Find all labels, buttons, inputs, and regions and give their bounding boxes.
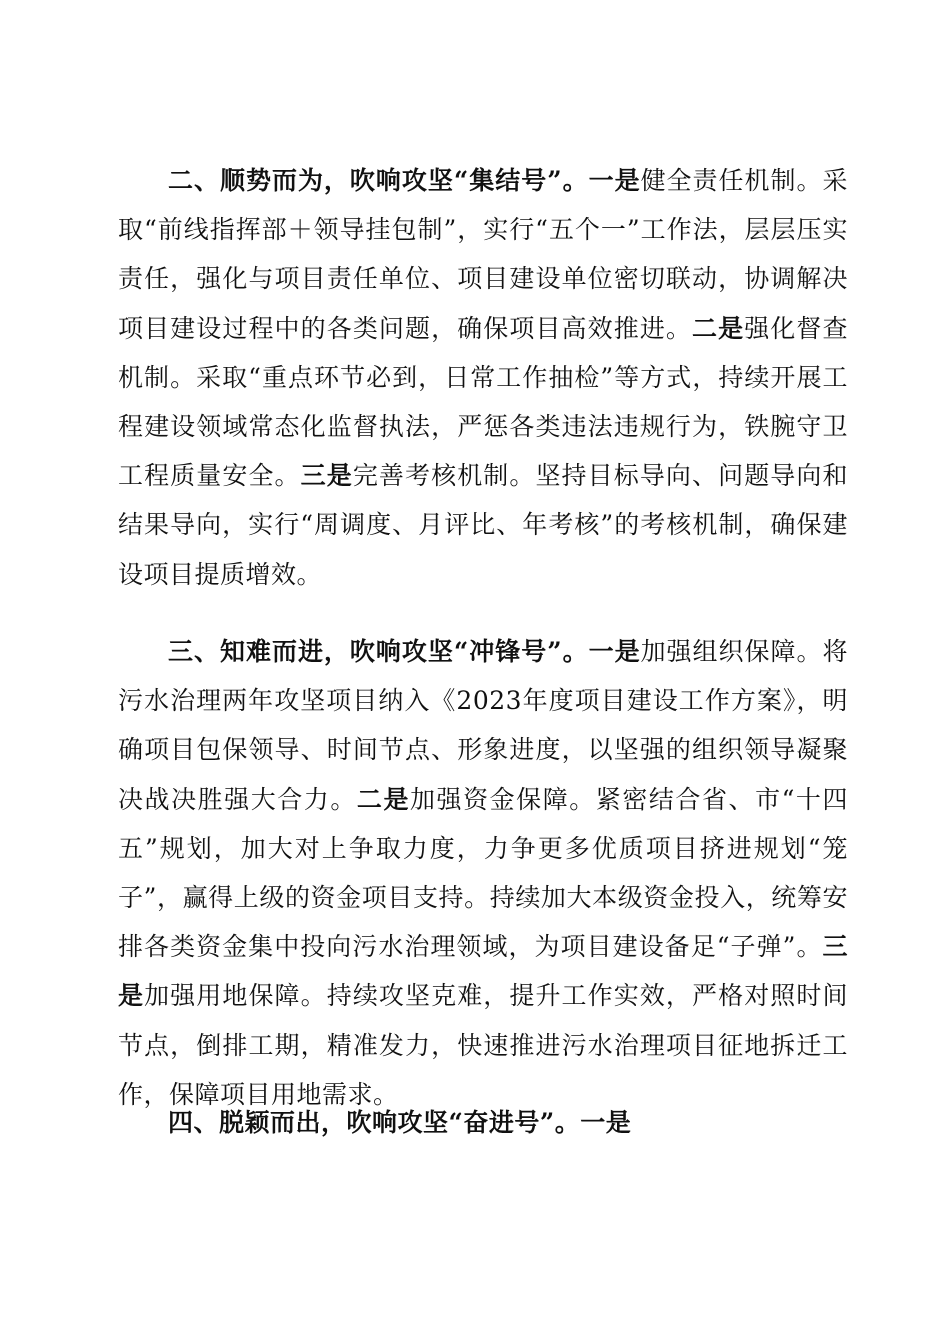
section-heading: 四、脱颖而出，吹响攻坚“奋进号”。 bbox=[168, 1108, 581, 1137]
point-text: 强化督查机制。采取“重点环节必到，日常工作抽检”等方式，持续开展工程建设领域常态化监督执法，严惩各类违法违规行为，铁腕守卫工程质量安全。 bbox=[118, 313, 848, 491]
point-lead: 一是 bbox=[588, 637, 641, 666]
point-lead: 三是 bbox=[300, 461, 353, 491]
point-lead: 一是 bbox=[580, 1108, 632, 1137]
paragraph-section-3 bbox=[118, 627, 848, 1119]
point-lead: 二是 bbox=[356, 784, 410, 814]
point-text: 健全责任机制。采取“前线指挥部＋领导挂包制”，实行“五个一”工作法，层层压实责任，强化与项目责任单位、项目建设单位密切联动，协调解决项目建设过程中的各类问题，确保项目高效推进。 bbox=[118, 166, 848, 343]
paragraph-section-2 bbox=[118, 156, 848, 599]
point-text: 完善考核机制。坚持目标导向、问题导向和结果导向，实行“周调度、月评比、年考核”的考核机制，确保建设项目提质增效。 bbox=[118, 461, 848, 589]
point-lead: 三是 bbox=[118, 932, 848, 1011]
point-text: 加强组织保障。将污水治理两年攻坚项目纳入《2023年度项目建设工作方案》，明确项目包保领导、时间节点、形象进度，以坚强的组织领导凝聚决战决胜强大合力。 bbox=[118, 637, 848, 814]
section-heading: 三、知难而进，吹响攻坚“冲锋号”。 bbox=[168, 637, 589, 666]
point-lead: 二是 bbox=[692, 313, 745, 343]
point-text: 加强资金保障。紧密结合省、市“十四五”规划，加大对上争取力度，力争更多优质项目挤进规划“笼子”，赢得上级的资金项目支持。持续加大本级资金投入，统筹安排各类资金集中投向污水治理领域，为项目建设备足“子弹”。 bbox=[118, 784, 848, 962]
paragraph-section-4 bbox=[118, 1098, 848, 1147]
point-lead: 一是 bbox=[588, 166, 641, 195]
point-text: 加强用地保障。持续攻坚克难，提升工作实效，严格对照时间节点，倒排工期，精准发力，快速推进污水治理项目征地拆迁工作，保障项目用地需求。 bbox=[118, 981, 848, 1109]
section-heading: 二、顺势而为，吹响攻坚“集结号”。 bbox=[168, 166, 589, 195]
